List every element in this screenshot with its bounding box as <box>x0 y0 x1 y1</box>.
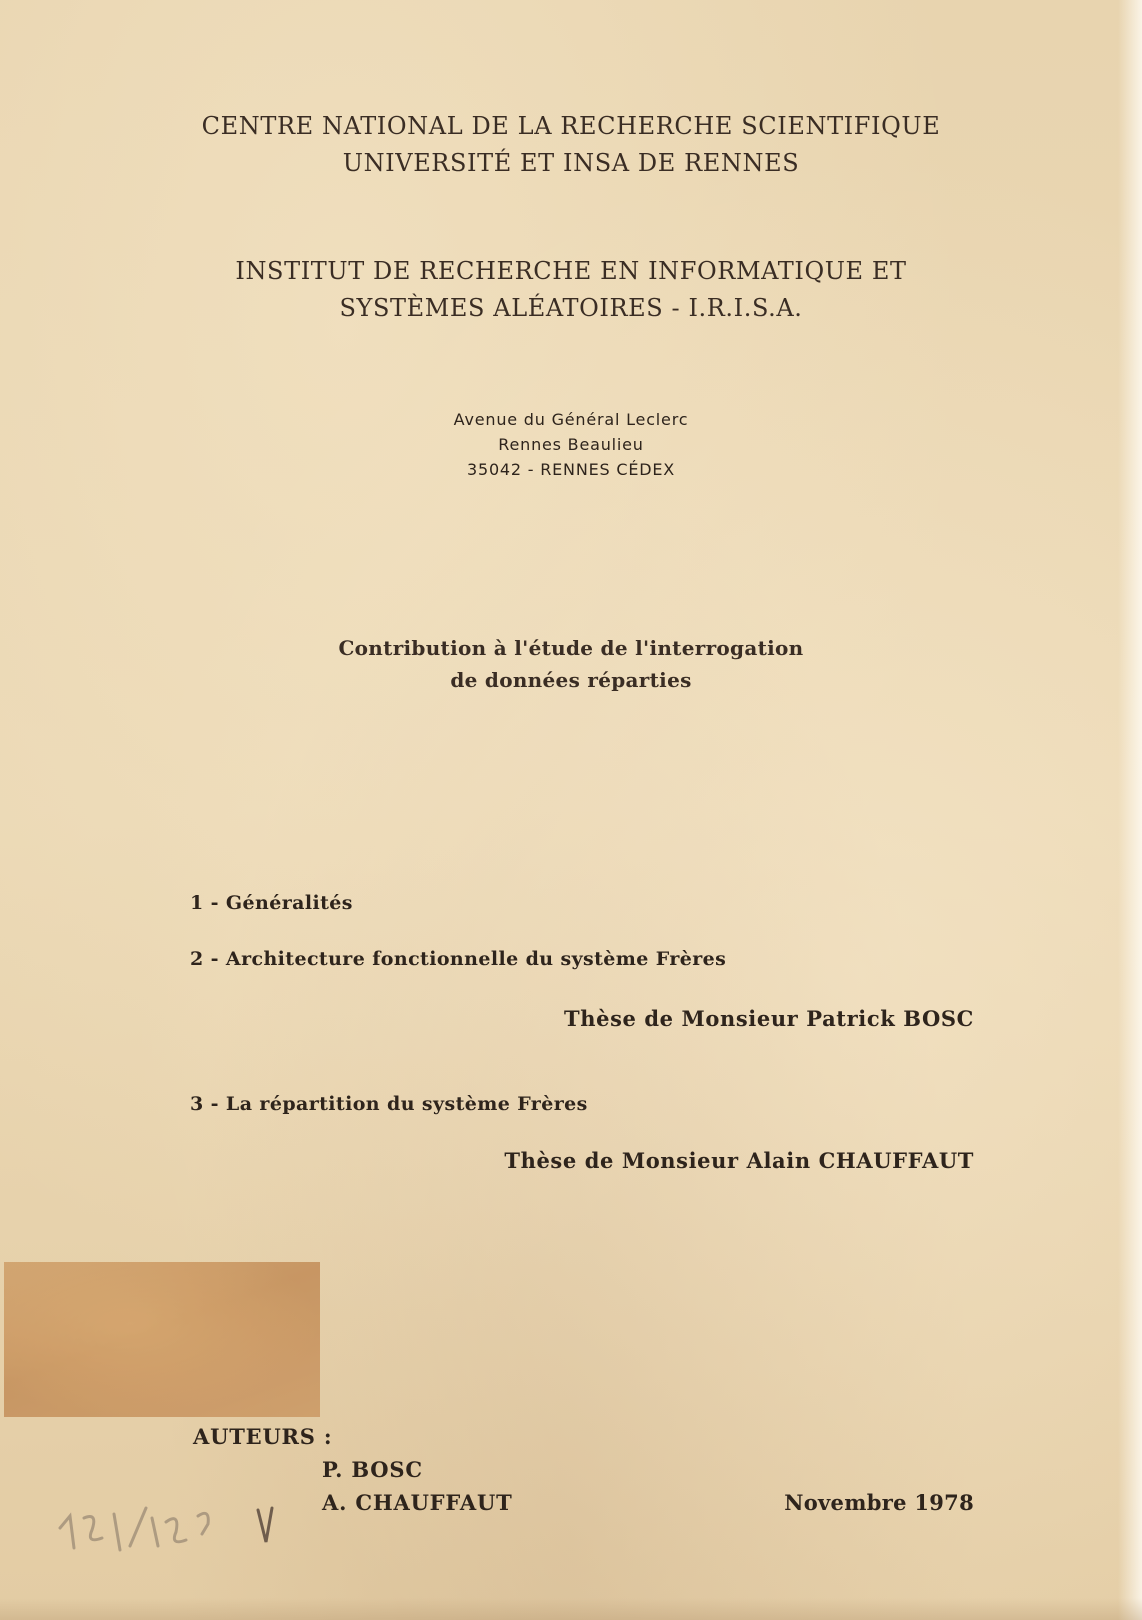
thesis-credit-3: Thèse de Monsieur Alain CHAUFFAUT <box>504 1148 974 1173</box>
address-line-1: Avenue du Général Leclerc <box>453 410 689 429</box>
author-name-2: A. CHAUFFAUT <box>322 1490 513 1515</box>
page-edge-highlight <box>1118 0 1142 1620</box>
contents-item-2: 2 - Architecture fonctionnelle du système Frères <box>190 948 727 970</box>
title-line-1: Contribution à l'étude de l'interrogation <box>338 636 804 660</box>
contents-item-3: 3 - La répartition du système Frères <box>190 1093 588 1115</box>
institute-line-2: SYSTÈMES ALÉATOIRES - I.R.I.S.A. <box>339 294 803 322</box>
institute-line-1: INSTITUT DE RECHERCHE EN INFORMATIQUE ET <box>235 257 907 285</box>
tape-patch <box>4 1262 320 1417</box>
address-line-2: Rennes Beaulieu <box>498 435 644 454</box>
thesis-credit-2: Thèse de Monsieur Patrick BOSC <box>564 1006 974 1031</box>
publication-date: Novembre 1978 <box>784 1490 974 1515</box>
title-line-2: de données réparties <box>450 668 692 692</box>
handwritten-inventory-mark <box>40 1488 300 1558</box>
authors-heading: AUTEURS : <box>193 1424 333 1449</box>
contents-item-1: 1 - Généralités <box>190 892 353 914</box>
header-line-2: UNIVERSITÉ ET INSA DE RENNES <box>342 149 800 177</box>
author-name-1: P. BOSC <box>322 1457 423 1482</box>
header-line-1: CENTRE NATIONAL DE LA RECHERCHE SCIENTIFIQUE <box>201 112 941 140</box>
page-edge-shadow <box>0 1598 1142 1620</box>
address-line-3: 35042 - RENNES CÉDEX <box>466 460 676 479</box>
